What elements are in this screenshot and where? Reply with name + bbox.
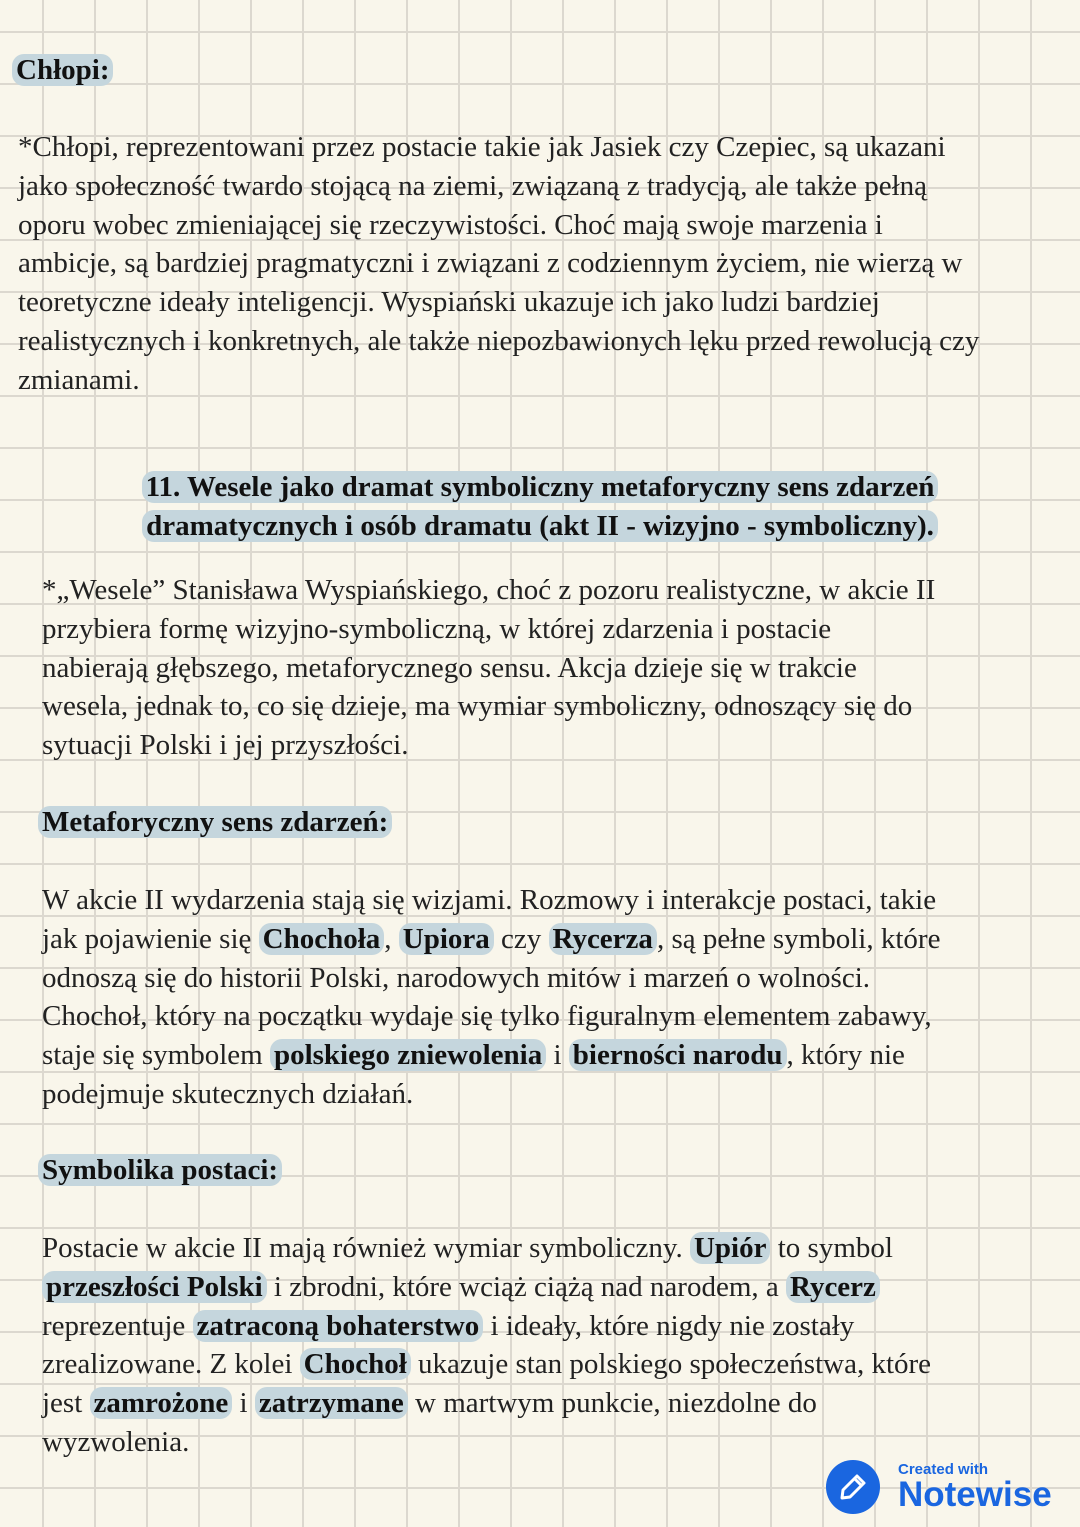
paragraph-intro [42, 571, 935, 765]
text-segment: , który nie [786, 1039, 905, 1072]
text-line [42, 959, 940, 998]
text-segment: wesela, jednak to, co się dzieje, ma wymiar symboliczny, odnoszący się do [42, 690, 913, 723]
text-segment: podejmuje skutecznych działań. [42, 1077, 414, 1110]
highlighted-term: przeszłości Polski [42, 1271, 267, 1303]
text-line [42, 687, 935, 726]
notewise-watermark [826, 1460, 1052, 1514]
highlighted-term: Rycerza [549, 923, 657, 955]
text-line [18, 244, 979, 283]
text-segment: zmianami. [18, 363, 140, 396]
text-segment: odnoszą się do historii Polski, narodowych mitów i marzeń o wolności. [42, 961, 871, 994]
text-segment: i ideały, które nigdy nie zostały [483, 1309, 855, 1342]
logo-caption: Created with [898, 1461, 989, 1478]
text-segment: Chochoł, który na początku wydaje się tylko figuralnym elementem zabawy, [42, 1000, 932, 1033]
logo-brand: Notewise [898, 1475, 1052, 1514]
text-segment: *Chłopi, reprezentowani przez postacie takie jak Jasiek czy Czepiec, są ukazani [18, 131, 946, 163]
text-segment: teoretyczne ideały inteligencji. Wyspiański ukazuje ich jako ludzi bardziej [18, 286, 880, 319]
text-segment: zrealizowane. Z kolei [42, 1348, 300, 1381]
text-segment: jest [42, 1387, 90, 1420]
text-line [18, 128, 979, 167]
text-line [42, 1384, 931, 1423]
text-segment: , są pełne symboli, które [656, 922, 941, 955]
text-segment: nabierają głębszego, metaforycznego sensu. Akcja dzieje się w trakcie [42, 651, 857, 684]
text-segment: i [546, 1039, 569, 1072]
highlighted-term: Chłopi: [12, 54, 113, 86]
text-segment: i zbrodni, które wciąż ciążą nad narodem, a [266, 1270, 787, 1303]
text-segment: realistycznych i konkretnych, ale także niepozbawionych lęku przed rewolucją czy [18, 324, 980, 357]
text-line [42, 1229, 931, 1268]
highlighted-term: Rycerz [786, 1271, 880, 1303]
highlighted-term: Chochoła [259, 923, 385, 955]
text-segment: to symbol [770, 1232, 893, 1264]
text-line [18, 167, 979, 206]
text-line [42, 571, 935, 610]
text-line [42, 997, 940, 1036]
text-segment: w martwym punkcie, niezdolne do [407, 1387, 817, 1420]
highlighted-term: Symbolika postaci: [38, 1154, 282, 1186]
text-segment: przybiera formę wizyjno-symboliczną, w której zdarzenia i postacie [42, 612, 832, 645]
highlighted-term: polskiego zniewolenia [270, 1039, 546, 1071]
section-heading-11 [0, 468, 1080, 546]
text-segment: czy [493, 922, 549, 955]
text-segment: wyzwolenia. [42, 1425, 190, 1458]
highlighted-term: zatraconą bohaterstwo [193, 1310, 484, 1342]
text-line [42, 920, 940, 959]
highlighted-term: dramatycznych i osób dramatu (akt II - wizyjno - symboliczny). [142, 510, 938, 542]
paragraph-chlopi [18, 128, 979, 400]
highlighted-term: Upiór [690, 1232, 771, 1264]
text-line [42, 1307, 931, 1346]
text-segment: sytuacji Polski i jej przyszłości. [42, 729, 409, 762]
text-segment: W akcie II wydarzenia stają się wizjami. Rozmowy i interakcje postaci, takie [42, 884, 937, 916]
text-line [12, 51, 113, 90]
text-segment: oporu wobec zmieniającej się rzeczywistości. Choć mają swoje marzenia i [18, 208, 883, 241]
text-segment: reprezentuje [42, 1309, 193, 1342]
highlighted-term: bierności narodu [569, 1039, 787, 1071]
text-line [18, 283, 979, 322]
text-line [38, 1151, 282, 1190]
highlighted-term: zamrożone [90, 1387, 233, 1419]
text-line [42, 1268, 931, 1307]
text-line [42, 649, 935, 688]
text-segment: i [232, 1387, 255, 1420]
text-line [42, 1075, 940, 1114]
heading-metaforyczny [38, 803, 392, 842]
text-line [18, 322, 979, 361]
pencil-icon [826, 1460, 880, 1514]
text-line [42, 1036, 940, 1075]
text-segment: ukazuje stan polskiego społeczeństwa, które [410, 1348, 932, 1381]
text-line [38, 803, 392, 842]
text-line [42, 881, 940, 920]
paragraph-metaforyczny [42, 881, 940, 1114]
text-segment: jak pojawienie się [42, 922, 259, 955]
text-line [42, 1423, 931, 1462]
text-line [18, 361, 979, 400]
highlighted-term: Upiora [399, 923, 494, 955]
text-line [0, 468, 1080, 507]
text-line [42, 726, 935, 765]
highlighted-term: Metaforyczny sens zdarzeń: [38, 806, 392, 838]
text-line [18, 206, 979, 245]
text-line [42, 1345, 931, 1384]
text-segment: *„Wesele” Stanisława Wyspiańskiego, choć z pozoru realistyczne, w akcie II [42, 574, 936, 606]
heading-chlopi [12, 51, 113, 90]
text-segment: ambicje, są bardziej pragmatyczni i związani z codziennym życiem, nie wierzą w [18, 247, 963, 280]
text-line [42, 610, 935, 649]
highlighted-term: zatrzymane [255, 1387, 408, 1419]
highlighted-term: 11. Wesele jako dramat symboliczny metaforyczny sens zdarzeń [142, 471, 939, 503]
text-segment: staje się symbolem [42, 1039, 270, 1072]
paragraph-symbolika [42, 1229, 931, 1462]
text-segment: jako społeczność twardo stojącą na ziemi, związaną z tradycją, ale także pełną [18, 169, 928, 202]
highlighted-term: Chochoł [300, 1348, 411, 1380]
text-segment: Postacie w akcie II mają również wymiar symboliczny. [42, 1232, 690, 1264]
text-segment: , [384, 922, 399, 955]
text-line [0, 507, 1080, 546]
heading-symbolika [38, 1151, 282, 1190]
